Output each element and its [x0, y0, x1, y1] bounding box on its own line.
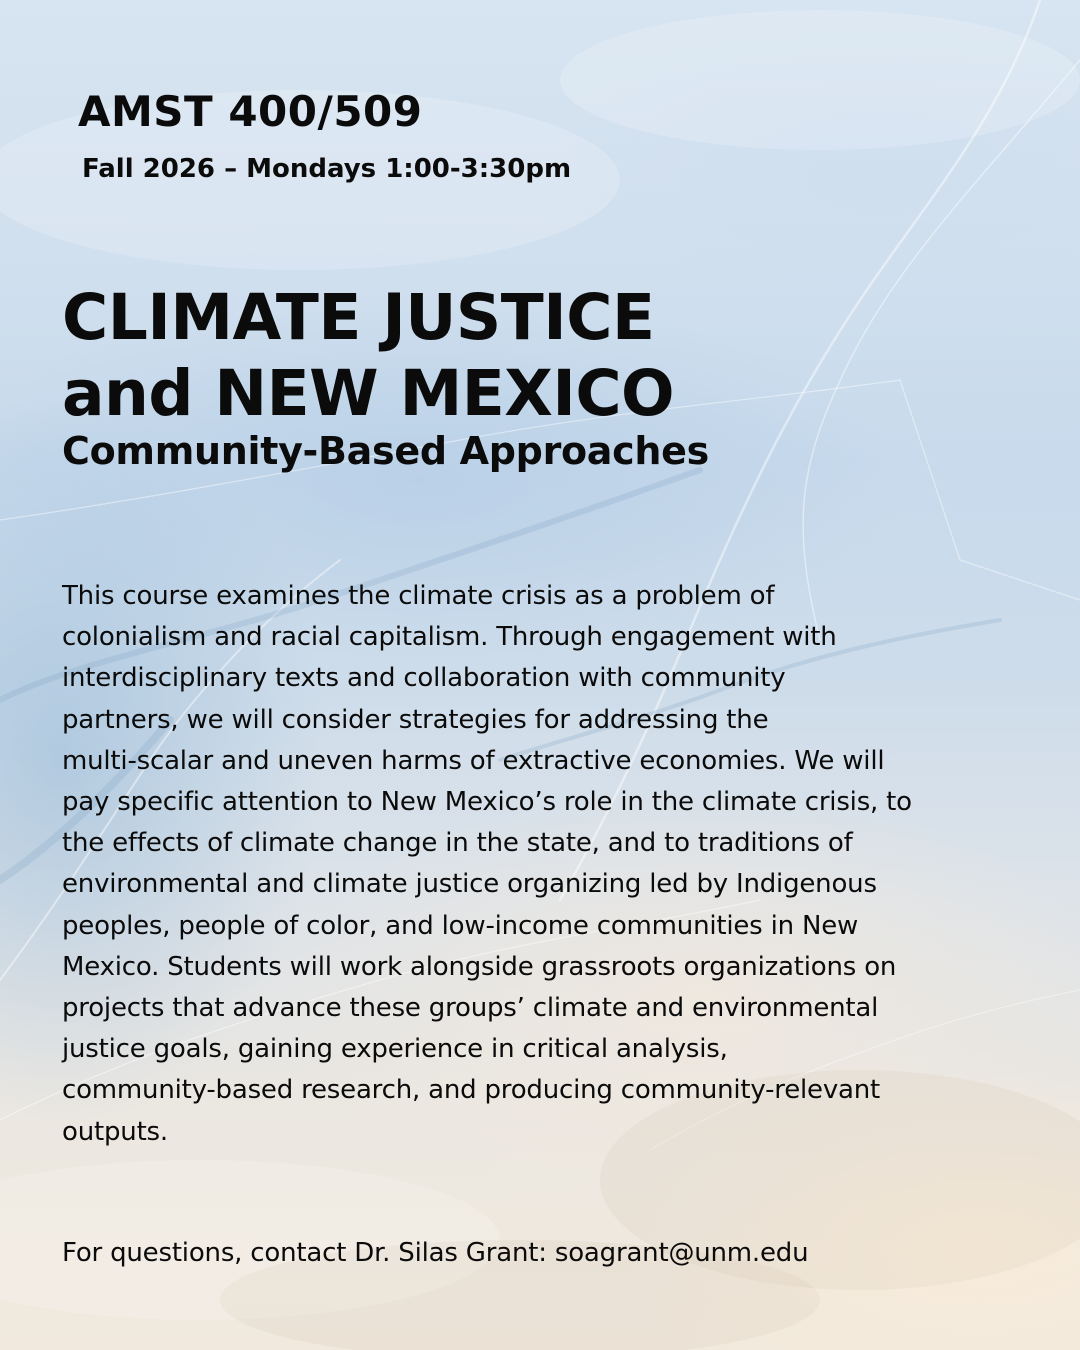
description-line: partners, we will consider strategies for addressing the	[62, 704, 769, 735]
course-code: AMST 400/509	[78, 87, 423, 136]
description-line: justice goals, gaining experience in critical analysis,	[62, 1034, 728, 1065]
course-title-line-2: and NEW MEXICO	[62, 357, 675, 430]
contact-info: For questions, contact Dr. Silas Grant: soagrant@unm.edu	[62, 1238, 809, 1268]
description-line: This course examines the climate crisis as a problem of	[62, 581, 775, 611]
description-line: colonialism and racial capitalism. Through engagement with	[62, 622, 837, 653]
description-line: interdisciplinary texts and collaboration with community	[62, 663, 786, 694]
description-line: environmental and climate justice organizing led by Indigenous	[62, 869, 877, 900]
description-line: the effects of climate change in the state, and to traditions of	[62, 828, 853, 859]
description-line: community-based research, and producing community-relevant	[62, 1075, 881, 1106]
course-title-line-1: CLIMATE JUSTICE	[62, 281, 655, 354]
course-subtitle: Community-Based Approaches	[62, 429, 709, 473]
description-line: Mexico. Students will work alongside grassroots organizations on	[62, 951, 897, 982]
description-line: multi-scalar and uneven harms of extractive economies. We will	[62, 745, 885, 776]
description-line: peoples, people of color, and low-income communities in New	[62, 910, 859, 941]
course-description	[62, 576, 1022, 1153]
description-line: outputs.	[62, 1116, 168, 1147]
course-schedule: Fall 2026 – Mondays 1:00-3:30pm	[82, 154, 572, 184]
description-line: pay specific attention to New Mexico’s role in the climate crisis, to	[62, 787, 912, 818]
description-line: projects that advance these groups’ climate and environmental	[62, 993, 879, 1024]
course-title-block	[62, 280, 1022, 476]
